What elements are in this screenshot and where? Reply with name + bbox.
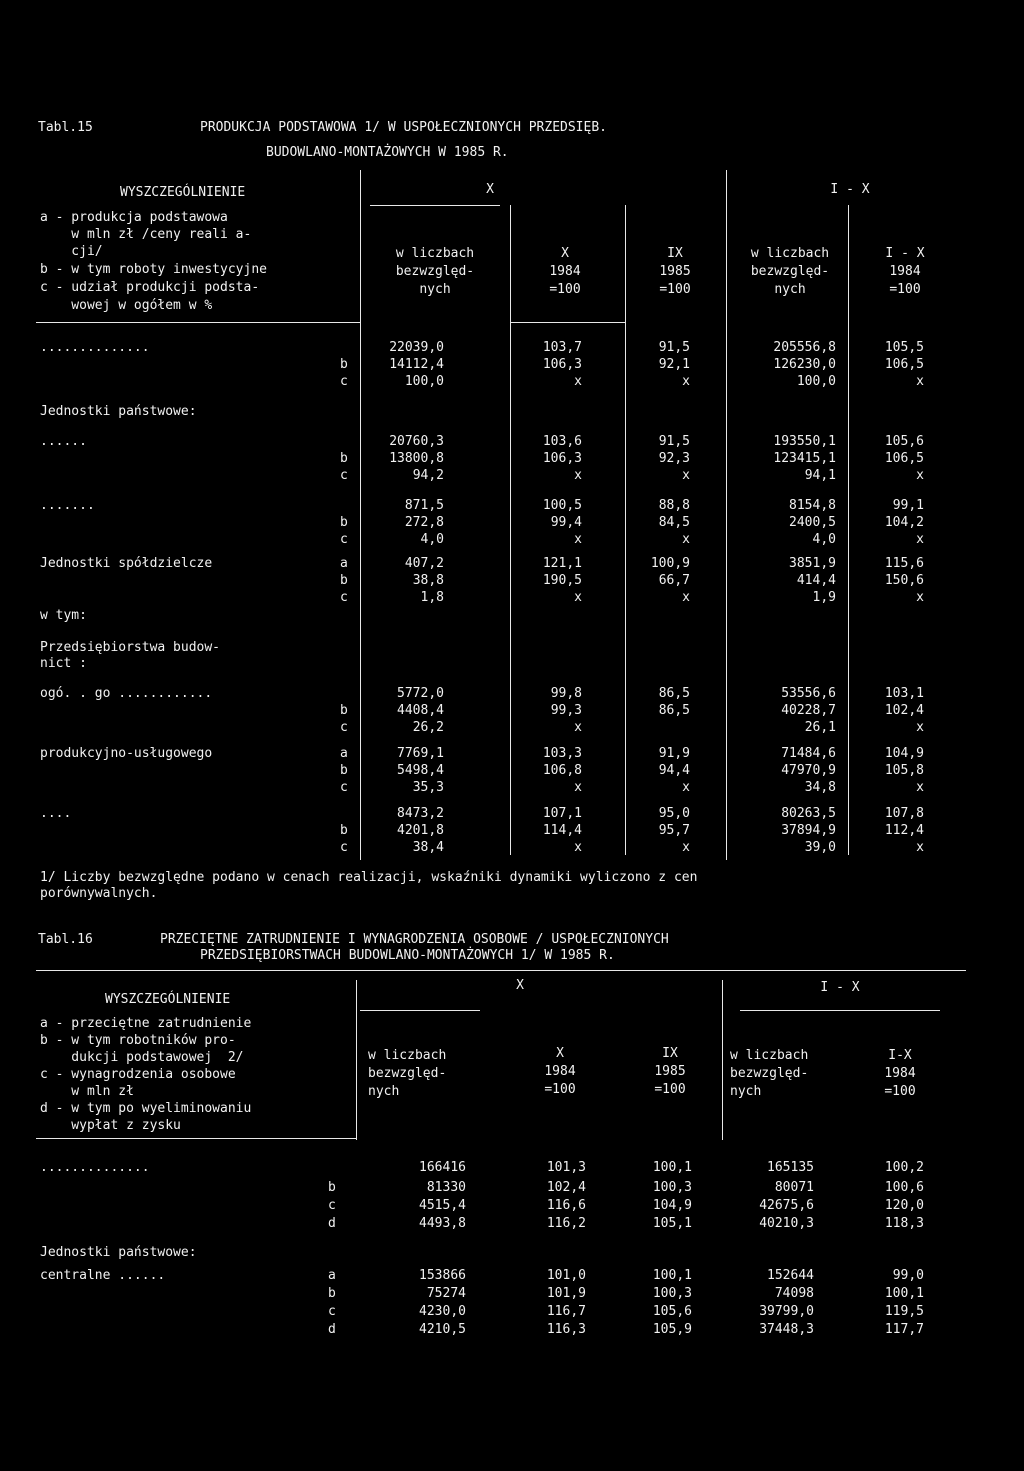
- table-cell: 102,4: [546, 1180, 586, 1195]
- table-cell: x: [574, 468, 582, 483]
- row-letter: d: [328, 1216, 336, 1231]
- table-cell: x: [682, 590, 690, 605]
- legend-line: a - przeciętne zatrudnienie: [40, 1016, 252, 1031]
- legend-line: b - w tym robotników pro-: [40, 1033, 236, 1048]
- table-cell: x: [574, 840, 582, 855]
- table-cell: x: [682, 468, 690, 483]
- table15-footnote: 1/ Liczby bezwzględne podano w cenach realizacji, wskaźniki dynamiki wyliczono z cen: [40, 870, 698, 885]
- table-cell: 20760,3: [389, 434, 444, 449]
- x-1984-header: X: [561, 246, 569, 261]
- table-cell: 95,7: [658, 823, 690, 838]
- table-cell: 95,0: [658, 806, 690, 821]
- ix-1985-header: IX: [667, 246, 683, 261]
- legend-line: w mln zł /ceny reali a-: [40, 227, 252, 242]
- table-cell: 38,4: [412, 840, 444, 855]
- abs-label-2: bezwzględ-: [730, 1066, 809, 1081]
- table15-title-line2: BUDOWLANO-MONTAŻOWYCH W 1985 R.: [266, 145, 509, 160]
- table-cell: x: [916, 590, 924, 605]
- row-letter: d: [328, 1322, 336, 1337]
- x-1984-header: 1984: [549, 264, 581, 279]
- row-label: ....: [40, 806, 72, 821]
- table-cell: 101,9: [546, 1286, 586, 1301]
- table-cell: 4201,8: [397, 823, 444, 838]
- table-cell: 114,4: [542, 823, 582, 838]
- row-label: .......: [40, 498, 95, 513]
- ix-1984-header: 1984: [889, 264, 921, 279]
- row-letter: c: [340, 590, 348, 605]
- table-cell: 119,5: [884, 1304, 924, 1319]
- table-cell: x: [574, 780, 582, 795]
- table-cell: 100,0: [404, 374, 444, 389]
- table-cell: 102,4: [884, 703, 924, 718]
- header-rule: [740, 1010, 940, 1011]
- table-cell: 99,8: [550, 686, 582, 701]
- ix-1985-header: 1985: [659, 264, 691, 279]
- table-cell: 94,4: [658, 763, 690, 778]
- table-cell: 92,3: [658, 451, 690, 466]
- table-cell: 115,6: [884, 556, 924, 571]
- ix-1985-header: 1985: [654, 1064, 686, 1079]
- table-cell: 5498,4: [397, 763, 444, 778]
- abs-label: w liczbach: [368, 1048, 447, 1063]
- table-cell: 26,1: [804, 720, 836, 735]
- table-cell: x: [916, 720, 924, 735]
- table-cell: 100,0: [796, 374, 836, 389]
- table-cell: 81330: [426, 1180, 466, 1195]
- row-letter: b: [328, 1180, 336, 1195]
- row-label: centralne ......: [40, 1268, 166, 1283]
- table-cell: 80263,5: [781, 806, 836, 821]
- table-cell: 3851,9: [789, 556, 836, 571]
- table-cell: 66,7: [658, 573, 690, 588]
- table-cell: 104,9: [652, 1198, 692, 1213]
- table-cell: x: [682, 374, 690, 389]
- table-cell: 120,0: [884, 1198, 924, 1213]
- table-cell: 118,3: [884, 1216, 924, 1231]
- table-cell: 100,6: [884, 1180, 924, 1195]
- table-cell: 165135: [767, 1160, 814, 1175]
- table-cell: x: [916, 468, 924, 483]
- legend-line: c - udział produkcji podsta-: [40, 280, 260, 295]
- table-cell: 105,5: [884, 340, 924, 355]
- table-cell: 94,2: [412, 468, 444, 483]
- row-label: nict :: [40, 656, 87, 671]
- table-cell: 414,4: [796, 573, 836, 588]
- table-cell: 37894,9: [781, 823, 836, 838]
- table-cell: 7769,1: [397, 746, 444, 761]
- row-letter: c: [328, 1304, 336, 1319]
- x-1984-header: =100: [544, 1082, 576, 1097]
- row-letter: b: [328, 1286, 336, 1301]
- table-cell: 100,1: [652, 1268, 692, 1283]
- table-cell: 100,2: [884, 1160, 924, 1175]
- table-cell: 100,1: [652, 1160, 692, 1175]
- table16-title-line2: PRZEDSIĘBIORSTWACH BUDOWLANO-MONTAŻOWYCH 1/ W 1985 R.: [200, 948, 615, 963]
- table-cell: 91,9: [658, 746, 690, 761]
- table-cell: 99,4: [550, 515, 582, 530]
- table-cell: x: [916, 532, 924, 547]
- table-cell: 272,8: [404, 515, 444, 530]
- row-letter: b: [340, 515, 348, 530]
- table-cell: 106,8: [542, 763, 582, 778]
- table-cell: 100,1: [884, 1286, 924, 1301]
- table-cell: 100,5: [542, 498, 582, 513]
- table-cell: 104,9: [884, 746, 924, 761]
- table-cell: 4,0: [812, 532, 836, 547]
- row-letter: a: [340, 556, 348, 571]
- row-label: Jednostki spółdzielcze: [40, 556, 213, 571]
- abs-label-2: nych: [730, 1084, 762, 1099]
- table-cell: 106,3: [542, 357, 582, 372]
- ix-1984-header: I-X: [888, 1048, 912, 1063]
- table-cell: 4515,4: [419, 1198, 466, 1213]
- table-cell: 153866: [419, 1268, 466, 1283]
- table-cell: 34,8: [804, 780, 836, 795]
- group-ix-header: I - X: [820, 980, 860, 995]
- table15-number: Tabl.15: [38, 120, 93, 135]
- table-cell: 91,5: [658, 340, 690, 355]
- table-cell: 86,5: [658, 686, 690, 701]
- x-1984-header: 1984: [544, 1064, 576, 1079]
- row-label: produkcyjno-usługowego: [40, 746, 213, 761]
- row-letter: b: [340, 703, 348, 718]
- row-label: w tym:: [40, 608, 87, 623]
- row-letter: c: [340, 374, 348, 389]
- table-cell: 117,7: [884, 1322, 924, 1337]
- header-rule: [36, 1138, 356, 1139]
- table-cell: x: [574, 590, 582, 605]
- table-cell: 5772,0: [397, 686, 444, 701]
- legend-line: cji/: [40, 244, 103, 259]
- table-cell: 152644: [767, 1268, 814, 1283]
- table-cell: 92,1: [658, 357, 690, 372]
- x-1984-header: =100: [549, 282, 581, 297]
- header-rule: [360, 1010, 480, 1011]
- table-cell: 13800,8: [389, 451, 444, 466]
- table16-number: Tabl.16: [38, 932, 93, 947]
- ix-1984-header: =100: [889, 282, 921, 297]
- table-cell: 100,9: [650, 556, 690, 571]
- table-cell: x: [574, 374, 582, 389]
- table-cell: 2400,5: [789, 515, 836, 530]
- legend-line: a - produkcja podstawowa: [40, 210, 228, 225]
- table-cell: 126230,0: [773, 357, 836, 372]
- ix-1984-header: 1984: [884, 1066, 916, 1081]
- table-cell: 8473,2: [397, 806, 444, 821]
- row-letter: b: [340, 451, 348, 466]
- abs-label-2: bezwzględ-: [750, 264, 830, 279]
- table-cell: 94,1: [804, 468, 836, 483]
- legend-line: c - wynagrodzenia osobowe: [40, 1067, 236, 1082]
- table-cell: x: [916, 840, 924, 855]
- table-cell: 112,4: [884, 823, 924, 838]
- table-cell: x: [916, 374, 924, 389]
- table-cell: 871,5: [404, 498, 444, 513]
- table-cell: 38,8: [412, 573, 444, 588]
- table-cell: x: [682, 840, 690, 855]
- abs-label: bezwzględ-: [368, 1066, 447, 1081]
- table-cell: 166416: [419, 1160, 466, 1175]
- abs-label: w liczbach: [395, 246, 475, 261]
- table-cell: 22039,0: [389, 340, 444, 355]
- table-cell: 116,3: [546, 1322, 586, 1337]
- table-cell: 40228,7: [781, 703, 836, 718]
- table15-col-label: WYSZCZEGÓLNIENIE: [120, 185, 246, 200]
- legend-line: wowej w ogółem w %: [40, 298, 213, 313]
- group-x-header: X: [486, 182, 494, 197]
- table-cell: 105,9: [652, 1322, 692, 1337]
- table-cell: x: [682, 780, 690, 795]
- row-label: ..............: [40, 340, 150, 355]
- table-cell: 103,6: [542, 434, 582, 449]
- table-cell: 86,5: [658, 703, 690, 718]
- abs-label: nych: [419, 282, 451, 297]
- table-cell: 35,3: [412, 780, 444, 795]
- row-letter: b: [340, 763, 348, 778]
- table-cell: 91,5: [658, 434, 690, 449]
- column-divider: [356, 980, 357, 1140]
- row-letter: c: [340, 468, 348, 483]
- row-letter: c: [340, 720, 348, 735]
- row-letter: b: [340, 573, 348, 588]
- table-cell: 100,3: [652, 1286, 692, 1301]
- x-1984-header: X: [556, 1046, 564, 1061]
- table-cell: 103,3: [542, 746, 582, 761]
- row-label: Jednostki państwowe:: [40, 1245, 197, 1260]
- table16-title-line1: PRZECIĘTNE ZATRUDNIENIE I WYNAGRODZENIA OSOBOWE / USPOŁECZNIONYCH: [160, 932, 669, 947]
- table-cell: 88,8: [658, 498, 690, 513]
- header-rule: [510, 322, 625, 323]
- table-cell: 4408,4: [397, 703, 444, 718]
- row-label: Przedsiębiorstwa budow-: [40, 640, 221, 655]
- table-cell: 26,2: [412, 720, 444, 735]
- table-cell: 121,1: [542, 556, 582, 571]
- header-rule: [36, 970, 966, 971]
- abs-label-2: w liczbach: [750, 246, 830, 261]
- table-cell: 75274: [426, 1286, 466, 1301]
- table-cell: 105,1: [652, 1216, 692, 1231]
- table-cell: 193550,1: [773, 434, 836, 449]
- table-cell: 105,6: [652, 1304, 692, 1319]
- table-cell: 8154,8: [789, 498, 836, 513]
- row-letter: a: [340, 746, 348, 761]
- row-letter: c: [340, 780, 348, 795]
- ix-1985-header: =100: [659, 282, 691, 297]
- table16-col-label: WYSZCZEGÓLNIENIE: [105, 992, 231, 1007]
- table15-title-line1: PRODUKCJA PODSTAWOWA 1/ W USPOŁECZNIONYCH PRZEDSIĘB.: [200, 120, 607, 135]
- row-label: ......: [40, 434, 87, 449]
- table-cell: 116,2: [546, 1216, 586, 1231]
- table-cell: 80071: [774, 1180, 814, 1195]
- column-divider: [722, 980, 723, 1140]
- table-cell: 103,1: [884, 686, 924, 701]
- table-cell: 123415,1: [773, 451, 836, 466]
- legend-line: d - w tym po wyeliminowaniu: [40, 1101, 252, 1116]
- table-cell: 39,0: [804, 840, 836, 855]
- group-ix-header: I - X: [830, 182, 870, 197]
- row-letter: a: [328, 1268, 336, 1283]
- table-cell: 105,8: [884, 763, 924, 778]
- table-cell: x: [682, 532, 690, 547]
- table-cell: 4210,5: [419, 1322, 466, 1337]
- row-label: ogó. . go ............: [40, 686, 213, 701]
- table-cell: 106,5: [884, 451, 924, 466]
- abs-label-2: nych: [774, 282, 806, 297]
- ix-1985-header: =100: [654, 1082, 686, 1097]
- table-cell: 4493,8: [419, 1216, 466, 1231]
- table-cell: 84,5: [658, 515, 690, 530]
- table-cell: 107,1: [542, 806, 582, 821]
- table-cell: 47970,9: [781, 763, 836, 778]
- table-cell: 105,6: [884, 434, 924, 449]
- table-cell: x: [916, 780, 924, 795]
- table-cell: 1,9: [812, 590, 836, 605]
- row-letter: c: [340, 532, 348, 547]
- table-cell: 99,3: [550, 703, 582, 718]
- table-cell: 101,3: [546, 1160, 586, 1175]
- table-cell: 100,3: [652, 1180, 692, 1195]
- abs-label-2: w liczbach: [730, 1048, 809, 1063]
- table-cell: 104,2: [884, 515, 924, 530]
- table-cell: 42675,6: [759, 1198, 814, 1213]
- row-letter: c: [340, 840, 348, 855]
- table-cell: 53556,6: [781, 686, 836, 701]
- table-cell: 71484,6: [781, 746, 836, 761]
- table-cell: 106,3: [542, 451, 582, 466]
- ix-1984-header: I - X: [885, 246, 925, 261]
- row-letter: c: [328, 1198, 336, 1213]
- table-cell: 99,1: [892, 498, 924, 513]
- legend-line: wypłat z zysku: [40, 1118, 181, 1133]
- table-cell: x: [574, 720, 582, 735]
- table-cell: 107,8: [884, 806, 924, 821]
- table-cell: 1,8: [420, 590, 444, 605]
- table-cell: 116,7: [546, 1304, 586, 1319]
- table-cell: 14112,4: [389, 357, 444, 372]
- table-cell: 4230,0: [419, 1304, 466, 1319]
- table-cell: 190,5: [542, 573, 582, 588]
- table-cell: 4,0: [420, 532, 444, 547]
- abs-label: bezwzględ-: [395, 264, 475, 279]
- table-cell: 103,7: [542, 340, 582, 355]
- table-cell: 205556,8: [773, 340, 836, 355]
- header-rule: [370, 205, 500, 206]
- row-label: Jednostki państwowe:: [40, 404, 197, 419]
- row-letter: b: [340, 823, 348, 838]
- legend-line: w mln zł: [40, 1084, 134, 1099]
- group-x-header: X: [516, 978, 524, 993]
- legend-line: dukcji podstawowej 2/: [40, 1050, 244, 1065]
- table-cell: 40210,3: [759, 1216, 814, 1231]
- table-cell: 74098: [774, 1286, 814, 1301]
- ix-1984-header: =100: [884, 1084, 916, 1099]
- table-cell: 101,0: [546, 1268, 586, 1283]
- table-cell: 407,2: [404, 556, 444, 571]
- table-cell: 150,6: [884, 573, 924, 588]
- row-letter: b: [340, 357, 348, 372]
- abs-label: nych: [368, 1084, 400, 1099]
- legend-line: b - w tym roboty inwestycyjne: [40, 262, 267, 277]
- header-rule: [36, 322, 360, 323]
- ix-1985-header: IX: [662, 1046, 678, 1061]
- table-cell: 106,5: [884, 357, 924, 372]
- table-cell: x: [574, 532, 582, 547]
- table-cell: 116,6: [546, 1198, 586, 1213]
- table-cell: 99,0: [892, 1268, 924, 1283]
- table-cell: 37448,3: [759, 1322, 814, 1337]
- table15-footnote: porównywalnych.: [40, 886, 158, 901]
- row-label: ..............: [40, 1160, 150, 1175]
- table-cell: 39799,0: [759, 1304, 814, 1319]
